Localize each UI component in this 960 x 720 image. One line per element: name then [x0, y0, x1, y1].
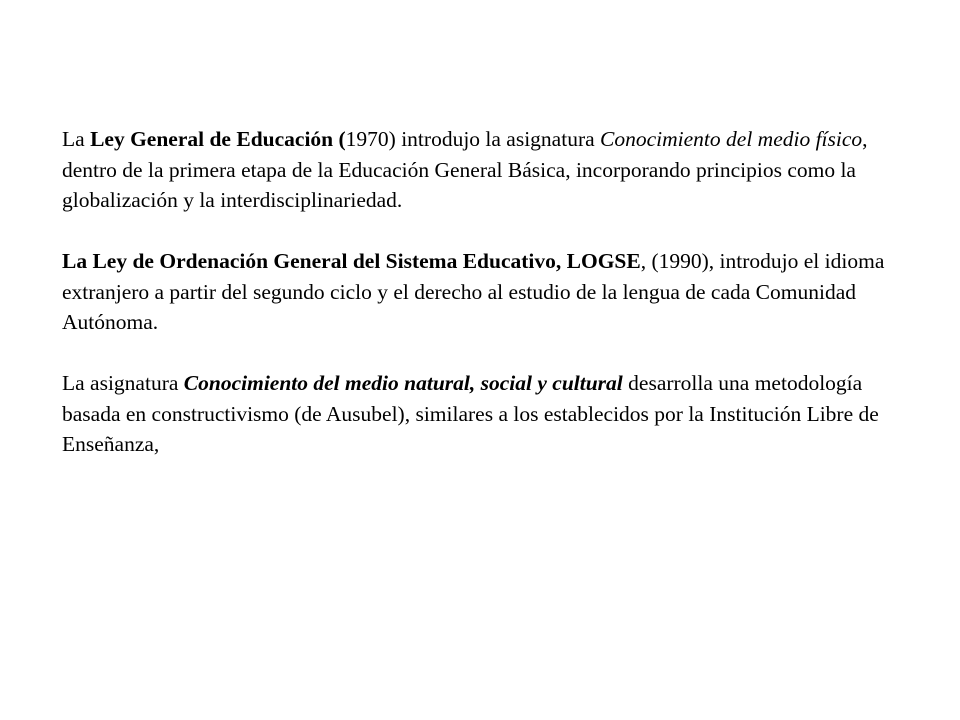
p2-law-name: La Ley de Ordenación General del Sistema Educativo, LOGSE [62, 249, 641, 273]
paragraph-ley-general-educacion [62, 124, 912, 216]
p3-text-c: desarrolla una metodología basada en constructivismo (de Ausubel), similares a los establecidos por la Institución Libre de Enseñanza, [62, 371, 879, 456]
p3-subject-name: Conocimiento del medio natural, social y cultural [183, 371, 623, 395]
p3-text-a: La asignatura [62, 371, 184, 395]
paragraph-spacer [62, 338, 912, 369]
paragraph-spacer [62, 216, 912, 247]
p1-text-c: ( [333, 127, 346, 151]
p1-text-f: , dentro de la primera etapa de la Educación General Básica, incorporando principios como la globalización y la interdisciplinariedad. [62, 127, 868, 212]
p1-text-a: La [62, 127, 91, 151]
p1-law-name: Ley General de Educación [90, 127, 334, 151]
p1-text-d: 1970) introdujo la asignatura [345, 127, 601, 151]
paragraph-logse [62, 246, 912, 338]
p2-text-b: , (1990), introdujo el idioma extranjero a partir del segundo ciclo y el derecho al estudio de la lengua de cada Comunidad Autónoma. [62, 249, 885, 334]
paragraph-conocimiento-medio [62, 368, 912, 460]
slide-text-box [62, 124, 912, 460]
p1-subject-name: Conocimiento del medio físico [600, 127, 863, 151]
